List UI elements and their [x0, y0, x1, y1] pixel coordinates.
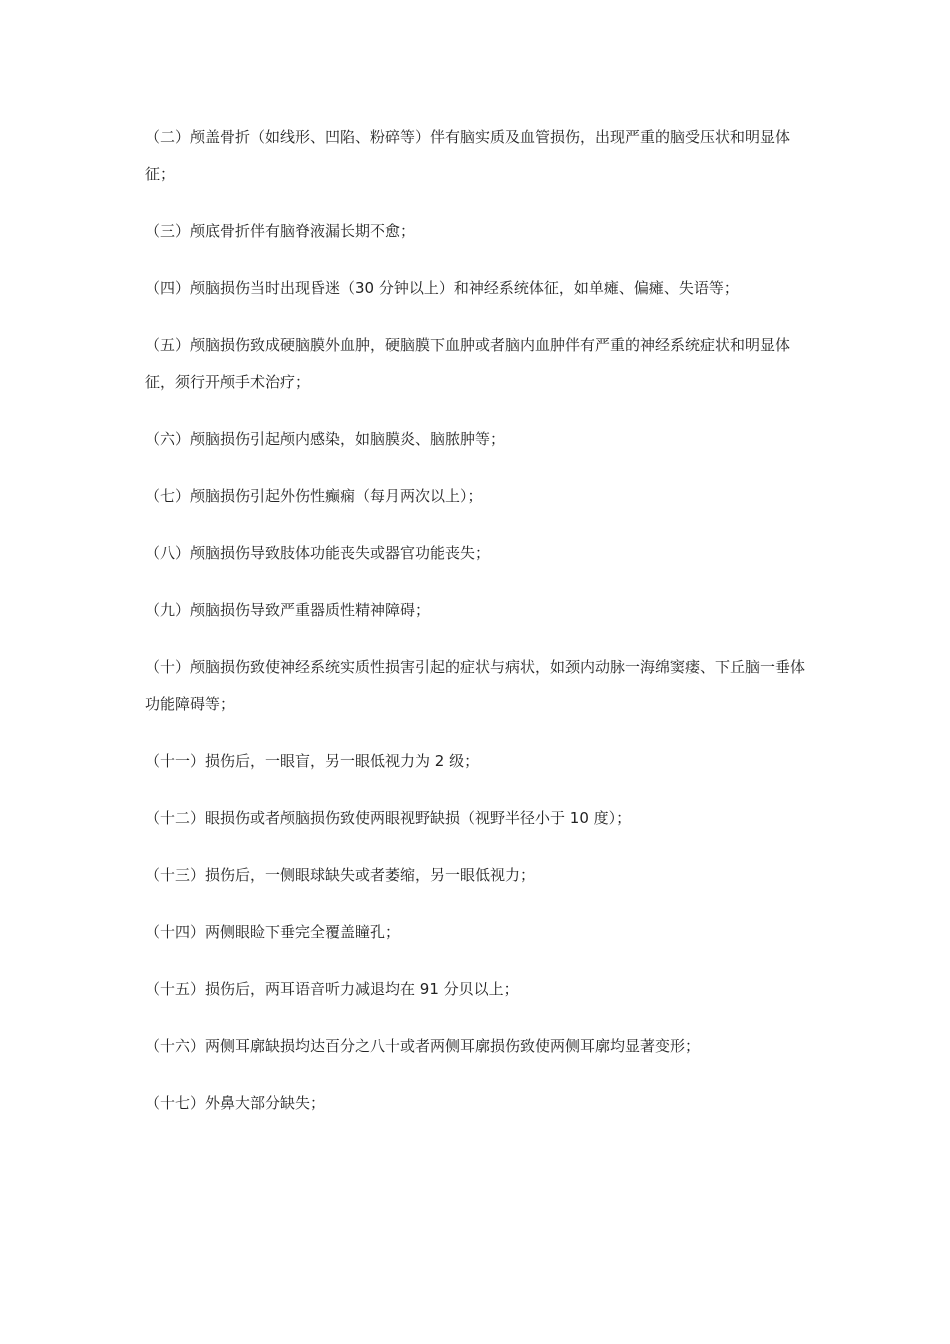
paragraph-item-6: （六）颅脑损伤引起颅内感染，如脑膜炎、脑脓肿等； [145, 430, 506, 448]
paragraph-item-5: （五）颅脑损伤致成硬脑膜外血肿，硬脑膜下血肿或者脑内血肿伴有严重的神经系统症状和明显体征，须行开颅手术治疗； [145, 336, 791, 391]
paragraph-item-12: （十二）眼损伤或者颅脑损伤致使两眼视野缺损（视野半径小于 10 度）； [145, 809, 632, 827]
paragraph-item-7: （七）颅脑损伤引起外伤性癫痫（每月两次以上）； [145, 487, 483, 505]
paragraph-item-9: （九）颅脑损伤导致严重器质性精神障碍； [145, 601, 431, 619]
document-body [145, 119, 815, 1142]
paragraph-item-14: （十四）两侧眼睑下垂完全覆盖瞳孔； [145, 923, 401, 941]
paragraph-item-16: （十六）两侧耳廓缺损均达百分之八十或者两侧耳廓损伤致使两侧耳廓均显著变形； [145, 1037, 701, 1055]
paragraph-item-3: （三）颅底骨折伴有脑脊液漏长期不愈； [145, 222, 416, 240]
paragraph-item-4: （四）颅脑损伤当时出现昏迷（30 分钟以上）和神经系统体征，如单瘫、偏瘫、失语等； [145, 279, 739, 297]
paragraph-item-11: （十一）损伤后，一眼盲，另一眼低视力为 2 级； [145, 752, 480, 770]
paragraph-item-15: （十五）损伤后，两耳语音听力减退均在 91 分贝以上； [145, 980, 519, 998]
paragraph-item-10: （十）颅脑损伤致使神经系统实质性损害引起的症状与病状，如颈内动脉一海绵窦瘘、下丘脑一垂体功能障碍等； [145, 658, 806, 713]
paragraph-item-17: （十七）外鼻大部分缺失； [145, 1094, 326, 1112]
paragraph-item-13: （十三）损伤后，一侧眼球缺失或者萎缩，另一眼低视力； [145, 866, 536, 884]
paragraph-item-8: （八）颅脑损伤导致肢体功能丧失或器官功能丧失； [145, 544, 491, 562]
paragraph-item-2: （二）颅盖骨折（如线形、凹陷、粉碎等）伴有脑实质及血管损伤，出现严重的脑受压状和明显体征； [145, 128, 791, 183]
